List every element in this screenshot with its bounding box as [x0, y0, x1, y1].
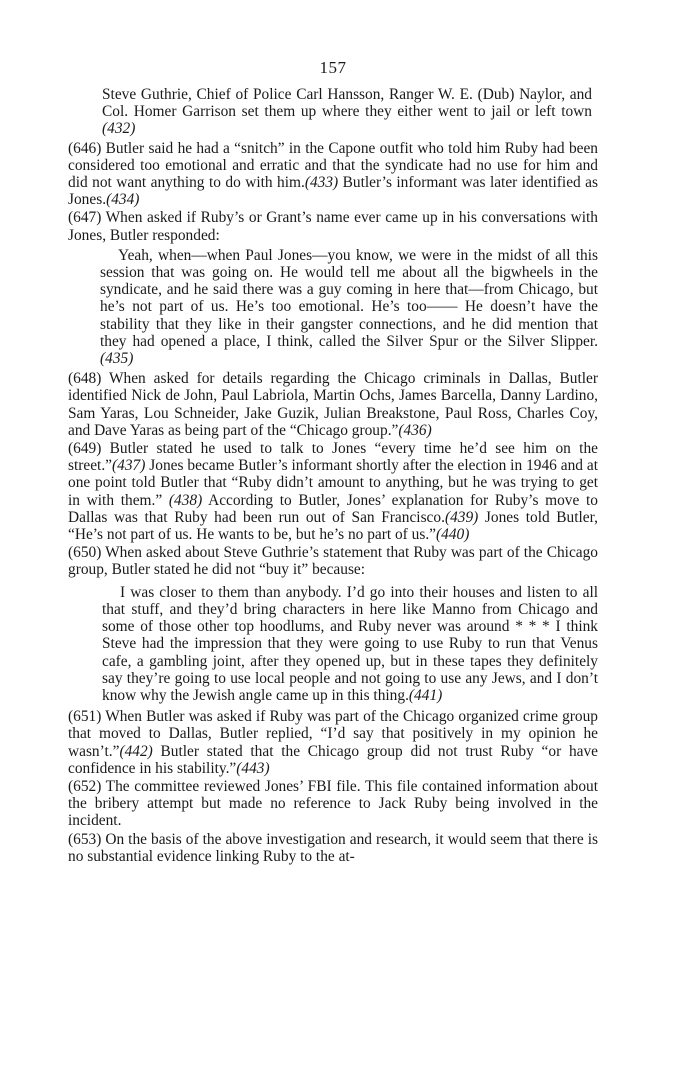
footnote-ref: (443) [236, 759, 270, 777]
paragraph-continued: Steve Guthrie, Chief of Police Carl Hansson, Ranger W. E. (Dub) Naylor, and Col. Homer Garrison set them up where they either went to jail or left town (432) [102, 86, 592, 138]
footnote-ref: (432) [102, 120, 136, 138]
page-number: 157 [319, 58, 347, 77]
footnote-ref: (442) [119, 742, 153, 760]
paragraph-648: (648) When asked for details regarding the Chicago criminals in Dallas, Butler identified Nick de John, Paul Labriola, Martin Ochs, James Barcella, Danny Lardino, Sam Yaras, Lou Schneider, Jake Guzik, Julian Breakstone, Paul Ross, Charles Coy, and Dave Yaras as being part of the “Chicago group.”(436) [68, 370, 598, 439]
paragraph-653: (653) On the basis of the above investigation and research, it would seem that there is no substantial evidence linking Ruby to the at- [68, 830, 598, 865]
footnote-ref: (434) [106, 191, 140, 209]
footnote-ref: (440) [436, 526, 470, 544]
paragraph-646: (646) Butler said he had a “snitch” in the Capone outfit who told him Ruby had been considered too emotional and erratic and that the syndicate had no use for him and did not want anything to do with him.(433) Butler’s informant was later identified as Jones.(434) [68, 139, 599, 209]
paragraph-652: (652) The committee reviewed Jones’ FBI file. This file contained information about the bribery attempt but made no reference to Jack Ruby being involved in the incident. [68, 777, 598, 830]
paragraph-649: (649) Butler stated he used to talk to Jones “every time he’d see him on the street.”(437) Jones became Butler’s informant shortly after the election in 1946 and at one point told Butler that “Ruby didn’t amount to anything, but he was trying to get in with them.” (438) According to Butler, Jones’ explanation for Ruby’s move to Dallas was that Ruby had been run out of San Francisco.(439) Jones told Butler, “He’s not part of us. He wants to be, but he’s no part of us.”(440) [68, 440, 598, 544]
footnote-ref: (436) [398, 421, 432, 439]
footnote-ref: (441) [408, 686, 443, 704]
footnote-ref: (435) [100, 350, 134, 368]
footnote-ref: (437) [112, 457, 146, 475]
paragraph-650: (650) When asked about Steve Guthrie’s statement that Ruby was part of the Chicago group, Butler stated he did not “buy it” because: [68, 544, 598, 579]
block-quote: Yeah, when—when Paul Jones—you know, we were in the midst of all this session that was going on. He would tell me about all the bigwheels in the syndicate, and he said there was a guy coming in here that—from Chicago, but he’s not part of us. He’s too emotional. He’s too—— He doesn’t have the stability that they like in their gangster connections, and he did mention that they had opened a place, I think, called the Silver Spur or the Silver Slipper.(435) [100, 246, 598, 368]
footnote-ref: (433) [304, 174, 339, 192]
paragraph-647: (647) When asked if Ruby’s or Grant’s name ever came up in his conversations with Jones, Butler responded: [68, 209, 598, 244]
document-page [68, 58, 598, 865]
footnote-ref: (438) [168, 491, 203, 509]
footnote-ref: (439) [444, 508, 479, 526]
block-quote: I was closer to them than anybody. I’d go into their houses and listen to all that stuff, and they’d bring characters in here like Manno from Chicago and some of those other top hoodlums, and Ruby never was around * * * I think Steve had the impression that they were going to use Ruby to run that Venus cafe, a gambling joint, after they opened up, but in these tapes they definitely say they’re going to use local people and not going to use any Jews, and I don’t know why the Jewish angle came up in this thing.(441) [102, 583, 598, 704]
paragraph-651: (651) When Butler was asked if Ruby was part of the Chicago organized crime group that moved to Dallas, Butler replied, “I’d say that positively in my opinion he wasn’t.”(442) Butler stated that the Chicago group did not trust Ruby “or have confidence in his stability.”(443) [68, 708, 598, 777]
